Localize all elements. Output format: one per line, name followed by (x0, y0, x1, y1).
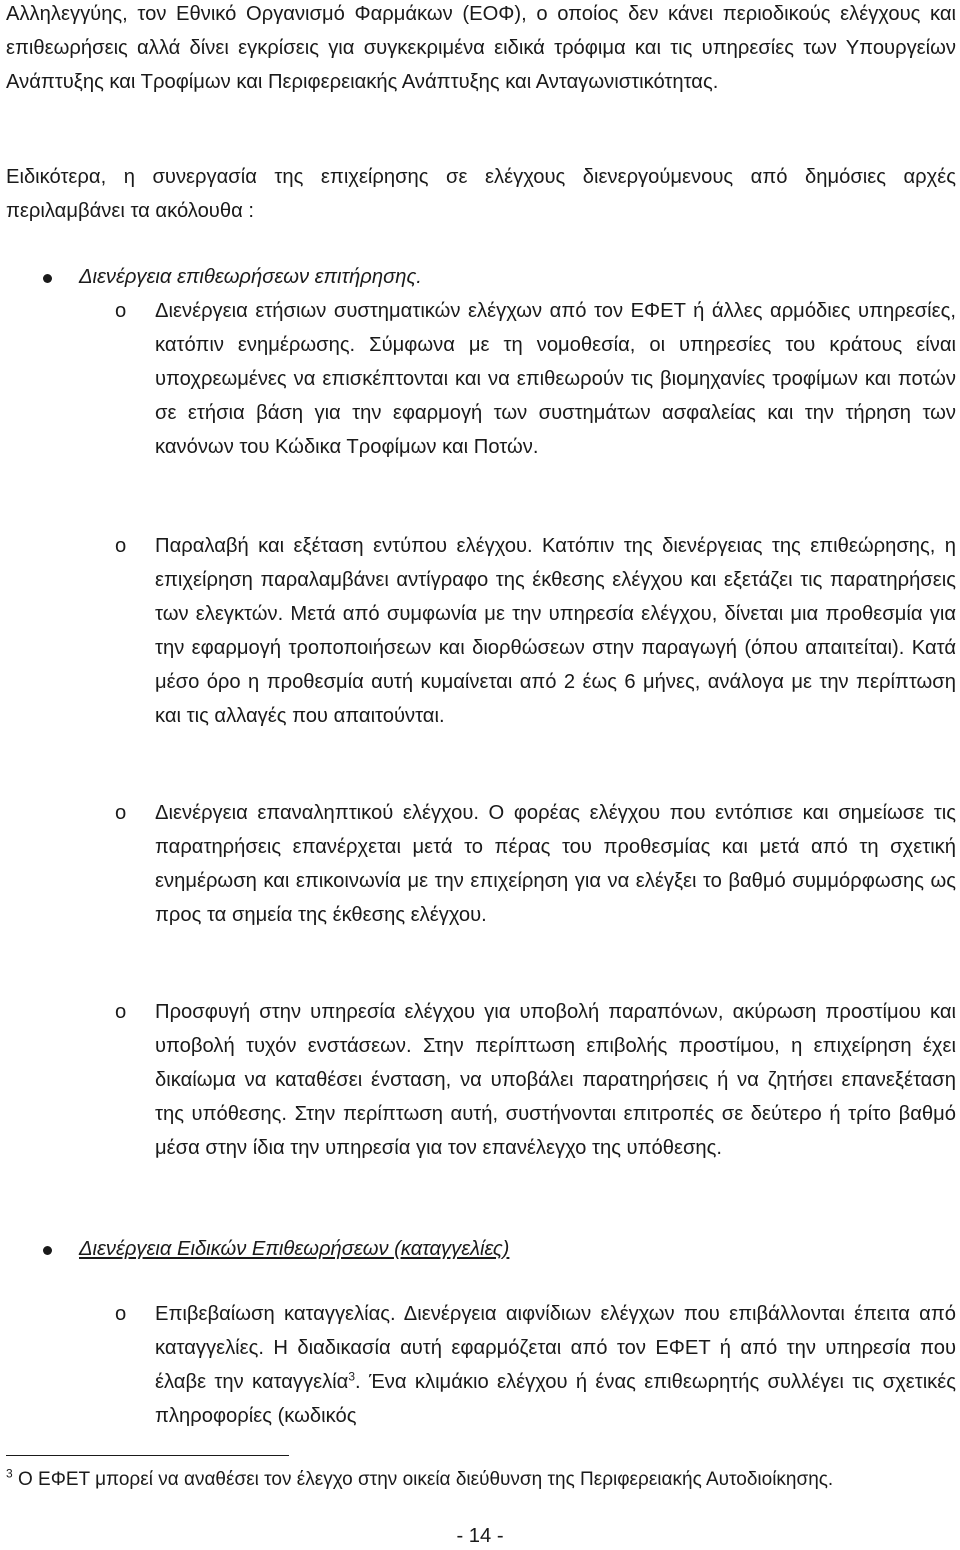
section-heading: Διενέργεια επιθεωρήσεων επιτήρησης. (79, 266, 422, 288)
bullet-icon (43, 274, 52, 283)
list-marker: o (115, 802, 127, 824)
section-heading: Διενέργεια Ειδικών Επιθεωρήσεων (καταγγελίες) (79, 1238, 510, 1260)
footnote-number: 3 (6, 1466, 13, 1481)
list-marker: o (115, 535, 127, 557)
footnote-divider (6, 1455, 289, 1456)
list-item-text: Διενέργεια επαναληπτικού ελέγχου. Ο φορέας ελέγχου που εντόπισε και σημείωσε τις παρατηρήσεις επανέρχεται μετά το πέρας του προθεσμίας και μετά από τη σχετική ενημέρωση και επικοινωνία με την επιχείρηση για να ελέγξει το βαθμό συμμόρφωσης ως προς τα σημεία της έκθεσης ελέγχου. (155, 802, 956, 926)
list-marker: o (115, 1001, 127, 1023)
footnote-text: Ο ΕΦΕΤ μπορεί να αναθέσει τον έλεγχο στην οικεία διεύθυνση της Περιφερειακής Αυτοδιοίκησης. (12, 1469, 834, 1490)
list-item-text: Προσφυγή στην υπηρεσία ελέγχου για υποβολή παραπόνων, ακύρωση προστίμου και υποβολή τυχόν ενστάσεων. Στην περίπτωση επιβολής προστίμου, η επιχείρηση έχει δικαίωμα να καταθέσει ένσταση, να υποβάλει παρατηρήσεις ή να ζητήσει επανεξέταση της υπόθεσης. Στην περίπτωση αυτή, συστήνονται επιτροπές σε δεύτερο ή τρίτο βαθμό μέσα στην ίδια την υπηρεσία για τον επανέλεγχο της υπόθεσης. (155, 1001, 956, 1159)
list-marker: o (115, 300, 127, 322)
bullet-icon (43, 1246, 52, 1255)
list-item-text: Επιβεβαίωση καταγγελίας. Διενέργεια αιφνίδιων ελέγχων που επιβάλλονται έπειτα από καταγγελίες. Η διαδικασία αυτή εφαρμόζεται από τον ΕΦΕΤ ή από την υπηρεσία που έλαβε την καταγγελία$^3$. Ένα κλιμάκιο ελέγχου ή ένας επιθεωρητής συλλέγει τις σχετικές πληροφορίες (κωδικός (155, 1303, 957, 1427)
intro-paragraph: Αλληλεγγύης, τον Εθνικό Οργανισμό Φαρμάκων (ΕΟΦ), ο οποίος δεν κάνει περιοδικούς ελέγχους και επιθεωρήσεις αλλά δίνει εγκρίσεις για συγκεκριμένα ειδικά τρόφιμα και τις υπηρεσίες των Υπουργείων Ανάπτυξης και Τροφίμων και Περιφερειακής Ανάπτυξης και Ανταγωνιστικότητας. (6, 3, 956, 93)
list-item-text: Διενέργεια ετήσιων συστηματικών ελέγχων από τον ΕΦΕΤ ή άλλες αρμόδιες υπηρεσίες, κατόπιν ενημέρωσης. Σύμφωνα με τη νομοθεσία, οι υπηρεσίες του κράτους είναι υποχρεωμένες να επισκέπτονται και να επιθεωρούν τις βιομηχανίες τροφίμων και ποτών σε ετήσια βάση για την εφαρμογή των συστημάτων ασφαλείας και την τήρηση των κανόνων του Κώδικα Τροφίμων και Ποτών. (155, 300, 956, 458)
list-marker: o (115, 1303, 127, 1325)
footnote-reference: 3 (348, 1369, 356, 1384)
second-paragraph: Ειδικότερα, η συνεργασία της επιχείρησης σε ελέγχους διενεργούμενους από δημόσιες αρχές περιλαμβάνει τα ακόλουθα : (6, 166, 956, 222)
page-number: - 14 - (456, 1525, 504, 1547)
list-item-text: Παραλαβή και εξέταση εντύπου ελέγχου. Κατόπιν της διενέργειας της επιθεώρησης, η επιχείρηση παραλαμβάνει αντίγραφο της έκθεσης ελέγχου και εξετάζει τις παρατηρήσεις των ελεγκτών. Μετά από συμφωνία με την υπηρεσία ελέγχου, δίνεται μια προθεσμία για την εφαρμογή τροποποιήσεων και διορθώσεων στην παραγωγή (όπου απαιτείται). Κατά μέσο όρο η προθεσμία αυτή κυμαίνεται από 2 έως 6 μήνες, ανάλογα με την περίπτωση και τις αλλαγές που απαιτούνται. (155, 535, 956, 727)
footnote (6, 1466, 833, 1494)
